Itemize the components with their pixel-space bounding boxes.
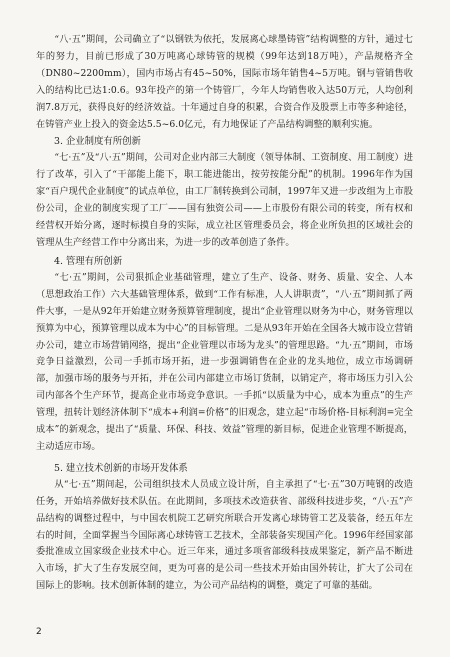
paragraph-product-structure: “八·五”期间，公司确立了“以钢铁为依托，发展离心球墨铸管”结构调整的方针，通过七年的努力，目前已形成了30万吨离心球铸管的规模（99年达到18万吨），产品规格齐全（DN80~2200mm），国内市场占有45~50%，国际市场年销售4~5万吨。钢与管销售收入的结构比已达1:0.6。93年投产的第一个铸管厂，今年人均销售收入达50万元，人均创利润7.8万元，获得良好的经济效益。十年通过自身的积累，合资合作及股票上市等多种途径，在铸管产业上投入的资金达5.5~6.0亿元，有力地保证了产品结构调整的顺利实施。 bbox=[36, 34, 413, 130]
heading-enterprise-system: 3. 企业制度有所创新 bbox=[54, 136, 141, 148]
paragraph-enterprise-system: “七·五”及“八·五”期间，公司对企业内部三大制度（领导体制、工资制度、用工制度）进行了改革，引入了“干部能上能下，职工能进能出，按劳按能分配”的机制。1996年作为国家“百户现代企业制度”的试点单位，由工厂制转换到公司制，1997年又进一步改组为上市股份公司，企业的制度实现了工厂——国有独资公司——上市股份有限公司的转变，所有权和经营权开始分离，逐时标摸自身的实际，成立社区管理委员会，将企业所负担的区域社会的管理从生产经营工作中分离出来，为进一步的改革创造了条件。 bbox=[36, 152, 413, 248]
paragraph-technology-innovation: 从“七·五”期间起，公司组织技术人员成立设计所，自主承担了“七·五”30万吨钢的改造任务，开始培养做好技术队伍。在此期间，多项技术改造获省、部级科技进步奖，“八·五”产品结构的调整过程中，与中国农机院工艺研究所联合开发离心球铸管工艺及装备，经五年左右的时间，全面掌握当今国际离心球铸管工艺技术，全部装备实现国产化。1996年经国家部委批准成立国家级企业技术中心。近三年来，通过多项省部级科技成果鉴定，新产品不断进入市场，扩大了生存发展空间，更为可喜的是公司一些技术开始由国外转让，扩大了公司在国际上的影响。技术创新体制的建立，为公司产品结构的调整，奠定了可靠的基础。 bbox=[36, 478, 413, 592]
page-number: 2 bbox=[36, 627, 42, 637]
heading-technology-innovation: 5. 建立技术创新的市场开发体系 bbox=[54, 462, 188, 474]
page-body bbox=[36, 30, 413, 595]
paragraph-management-innovation: “七·五”期间，公司狠抓企业基础管理，建立了生产、设备、财务、质量、安全、人本（思想政治工作）六大基础管理体系，做到“工作有标准，人人讲职责”，“八·五”期间抓了两件大事，一是从92年开始建立财务预算管理制度，提出“企业管理以财务为中心，财务管理以预算为中心，预算管理以成本为中心”的目标管理。二是从93年开始在全国各大城市设立营销办公司，建立市场营销网络，提出“企业管理以市场为龙头”的管理思路。“九·五”期间，市场竞争日益激烈，公司一手抓市场开拓，进一步强调销售在企业的龙头地位，成立市场调研部，加强市场的服务与开拓，并在公司内部建立市场订货制，以销定产，将市场压力引入公司内部各个生产环节，提高企业市场竞争意识。一手抓“以质量为中心，成本为重点”的生产管理，扭转计划经济体制下“成本+利润=价格”的旧观念，建立起“市场价格-目标利润=完全成本”的新观念，提出了“质量、环保、科技、效益”管理的新目标，促进企业管理不断提高，主动适应市场。 bbox=[36, 271, 413, 452]
heading-management-innovation: 4. 管理有所创新 bbox=[54, 255, 123, 267]
